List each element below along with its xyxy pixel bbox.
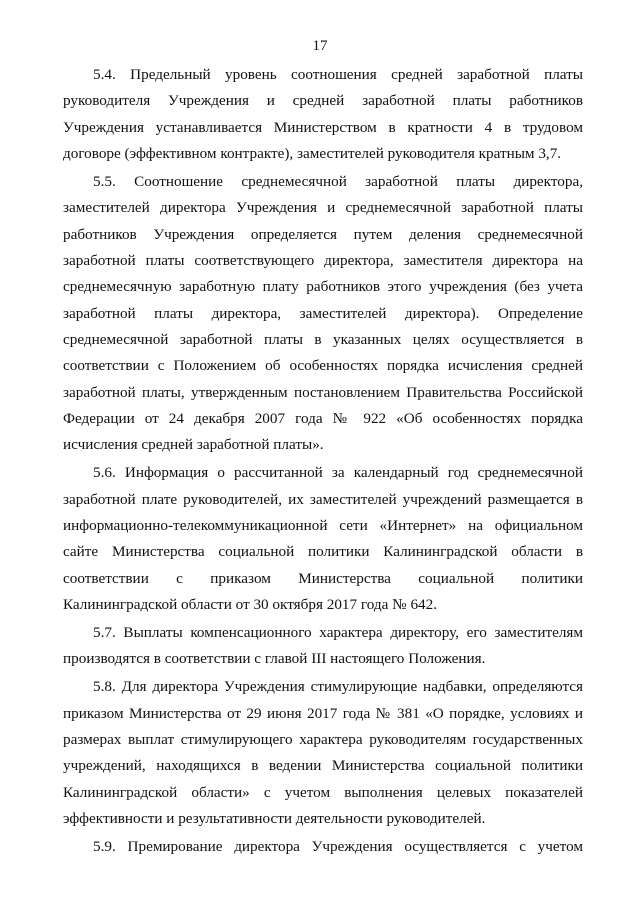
document-body: [63, 62, 583, 862]
paragraph-5-9: 5.9. Премирование директора Учреждения осуществляется с учетом: [93, 837, 583, 855]
paragraph-5-7: 5.7. Выплаты компенсационного характера директору, его заместителям производятся в соответствии с главой III настоящего Положения.: [63, 624, 583, 668]
paragraph-5-8: 5.8. Для директора Учреждения стимулирующие надбавки, определяются приказом Министерства от 29 июня 2017 года № 381 «О порядке, условиях и размерах выплат стимулирующего характера руководителям государственных учреждений, находящихся в ведении Министерства социальной политики Калининградской области» с учетом выполнения целевых показателей эффективности и результативности деятельности руководителей.: [63, 678, 583, 827]
paragraph-5-6: 5.6. Информация о рассчитанной за календарный год среднемесячной заработной плате руководителей, их заместителей учреждений размещается в информационно-телекоммуникационной сети «Интернет» на официальном сайте Министерства социальной политики Калининградской области в соответствии с приказом Министерства социальной политики Калининградской области от 30 октября 2017 года № 642.: [63, 464, 583, 614]
page-number: 17: [312, 38, 328, 54]
paragraph-5-4: 5.4. Предельный уровень соотношения средней заработной платы руководителя Учреждения и средней заработной платы работников Учреждения устанавливается Министерством в кратности 4 в трудовом договоре (эффективном контракте), заместителей руководителя кратным 3,7.: [63, 66, 583, 163]
paragraph-5-5: 5.5. Соотношение среднемесячной заработной платы директора, заместителей директора Учреждения и среднемесячной заработной платы работников Учреждения определяется путем деления среднемесячной заработной платы соответствующего директора, заместителя директора на среднемесячную заработную плату работников этого учреждения (без учета заработной платы директора, заместителей директора). Определение среднемесячной заработной платы в указанных целях осуществляется в соответствии с Положением об особенностях порядка исчисления средней заработной платы, утвержденным постановлением Правительства Российской Федерации от 24 декабря 2007 года № 922 «Об особенностях порядка исчисления средней заработной платы».: [63, 172, 583, 454]
